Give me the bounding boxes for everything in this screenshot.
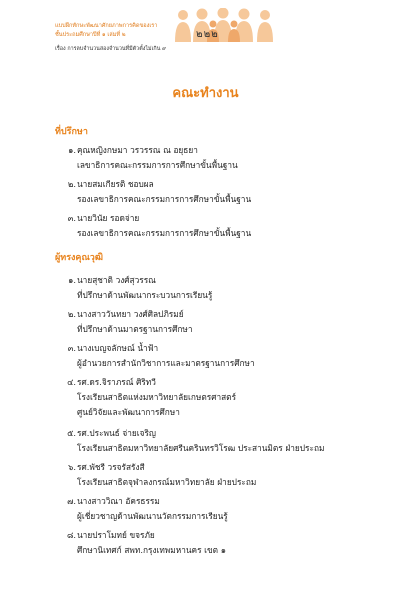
page-number: ๒๒๒	[196, 29, 219, 40]
item-role: ผู้อำนวยการสำนักวิชาการและมาตรฐานการศึกษา	[77, 358, 255, 368]
item-name: นางสาววิณา อัครธรรม	[77, 496, 160, 506]
item-number: ๗.	[67, 496, 76, 506]
item-name: นายสุชาติ วงศ์สุวรรณ	[77, 275, 156, 285]
item-role: ที่ปรึกษาด้านพัฒนากระบวนการเรียนรู้	[77, 290, 213, 300]
item-name: นายปราโมทย์ ขจรภัย	[77, 530, 155, 540]
section-heading-experts: ผู้ทรงคุณวุฒิ	[55, 253, 103, 263]
item-name: นางสาววันทยา วงศ์ศิลปภิรมย์	[77, 309, 184, 319]
item-role: โรงเรียนสาธิตแห่งมหาวิทยาลัยเกษตรศาสตร์	[77, 392, 237, 402]
item-name: รศ.ดร.จิราภรณ์ ศิริทวี	[77, 377, 156, 387]
item-name: ศูนย์วิจัยและพัฒนาการศึกษา	[77, 407, 180, 417]
page-title: คณะทำงาน	[172, 86, 239, 101]
grade-volume: ชั้นประถมศึกษาปีที่ ๑ เล่มที่ ๒	[55, 32, 126, 38]
item-name: นายวินัย รอดจ่าย	[77, 213, 140, 223]
item-number: ๕.	[67, 428, 76, 438]
item-number: ๘.	[66, 530, 76, 540]
item-number: ๑.	[68, 275, 76, 285]
people-silhouette-icon	[173, 8, 285, 42]
item-name: นางเบญจลักษณ์ น้ำฟ้า	[77, 343, 159, 353]
item-number: ๓.	[67, 343, 76, 353]
item-name: คุณหญิงกษมา วรวรรณ ณ อยุธยา	[77, 145, 198, 155]
series-title: แบบฝึกทักษะพัฒนาศักยภาพการคิดของเรา	[55, 23, 158, 29]
lesson-topic: เรื่อง การลบจำนวนสองจำนวนที่มีตัวตั้งไม่เกิน ๙	[55, 46, 167, 52]
item-number: ๒.	[67, 179, 76, 189]
item-role: ที่ปรึกษาด้านมาตรฐานการศึกษา	[77, 324, 193, 334]
item-number: ๑.	[68, 145, 76, 155]
item-number: ๒.	[67, 309, 76, 319]
item-number: ๓.	[67, 213, 76, 223]
item-role: โรงเรียนสาธิตจุฬาลงกรณ์มหาวิทยาลัย ฝ่ายประถม	[77, 477, 257, 487]
item-role: ผู้เชี่ยวชาญด้านพัฒนานวัตกรรมการเรียนรู้	[77, 511, 228, 521]
item-role: รองเลขาธิการคณะกรรมการการศึกษาขั้นพื้นฐาน	[77, 228, 252, 238]
item-name: นายสมเกียรติ ชอบผล	[77, 179, 154, 189]
item-number: ๖.	[68, 462, 76, 472]
item-name: รศ.ประพนธ์ จ่ายเจริญ	[77, 428, 156, 438]
page-header	[0, 0, 411, 58]
item-role: รองเลขาธิการคณะกรรมการการศึกษาขั้นพื้นฐาน	[77, 194, 252, 204]
item-role: ศึกษานิเทศก์ สพท.กรุงเทพมหานคร เขต ๑	[77, 545, 226, 555]
item-name: รศ.พัชรี วรจรัสรังสี	[77, 462, 145, 472]
item-role: โรงเรียนสาธิตมหาวิทยาลัยศรีนครินทรวิโรฒ ประสานมิตร ฝ่ายประถม	[77, 443, 325, 453]
item-number: ๔.	[67, 377, 76, 387]
section-heading-advisors: ที่ปรึกษา	[55, 127, 88, 137]
item-role: เลขาธิการคณะกรรมการการศึกษาขั้นพื้นฐาน	[77, 160, 238, 170]
